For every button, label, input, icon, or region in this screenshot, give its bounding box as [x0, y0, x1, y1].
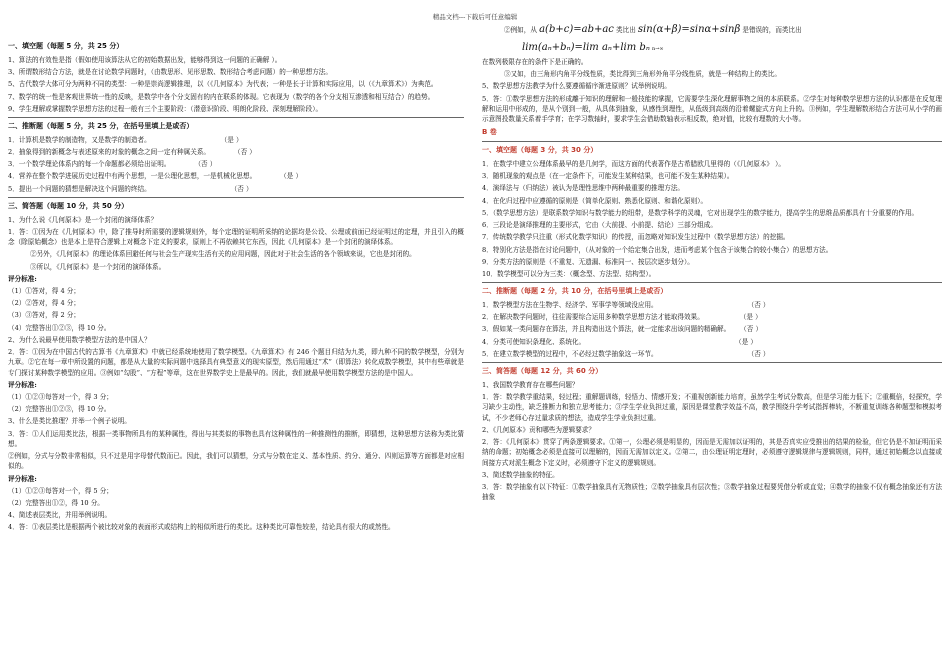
list-item: 5、古代数学大体可分为两种不同的类型：一种是崇尚逻辑推理，以（《几何原本》为代表；一种是长于计算和实际应用，以（《九章算术》）为典范。 — [8, 80, 438, 89]
list-item: 7、数学的统一性是客观世界统一性的反映，是数学中各个分支固有的内在联系的体现。它表现为（数学的各个分支相互渗透和相互结合）的趋势。 — [8, 92, 435, 101]
item-answer: （是 ） — [280, 172, 303, 181]
answer: 3．答：①人们运用类比法，根据一类事物所具有的某种属性，得出与其类似的事物也具有这种属性的一种推测性的推断，即猜想，这种思想方法称为类比猜想。 — [8, 429, 464, 448]
item-text: 5．在建立数学模型的过程中，不必经过数学抽象这一环节。 — [482, 349, 658, 358]
text: ③又如，由三角形内角平分线性质，类比得到三角形外角平分线性质，就是一种结构上的类比。 — [504, 70, 781, 79]
item-text: 1．计算机是数学的制造物，又是数学的制造者。 — [8, 135, 151, 144]
grading-item: （1）①②③每答对一个，得 3 分； — [8, 393, 113, 401]
item-text: 2．抽象得到的新概念与表述原来的对象的概念之间一定有种属关系。 — [8, 148, 211, 156]
item-text: 1．数学模型方法在生物学、经济学、军事学等领域没应用。 — [482, 301, 658, 310]
item-text: 4．分类可使知识条理化、系统化。 — [482, 337, 586, 346]
item-answer: （否 ） — [747, 349, 770, 358]
grading-item: （1）①答对，得 4 分； — [8, 287, 80, 296]
text: 类比出 — [616, 26, 636, 34]
answer: 5．答：①数学思想方法的形成離于知识的理解和一般技能的掌握，它需要学生深化理解事物之间的本质联系。②学生对每种数学思想方法的认识都是在反复理解和运用中形成的，是从个别到一般，从具体到抽象，从感性到理性，从低级到高级的沿着螺旋式方向上升的。③例如，学生理解数形结合方法可从小学的画示意图投数量关系着手学育；在学习数轴时，要求学生会借助数轴表示相反数，绝对值，比较有理数的大小等。 — [482, 94, 942, 124]
item-text: 5．提出一个问题的猜想是解决这个问题的终结。 — [8, 184, 151, 193]
grading-item: （2）完整答出①②，得 10 分。 — [8, 498, 104, 507]
limit-subscript: n→∞ — [651, 45, 664, 52]
grading-label: 评分标准: — [8, 474, 37, 483]
right-column — [482, 22, 942, 504]
formula: sin(α+β)=sinα+sinβ — [637, 24, 741, 35]
section-judgement-title: 二、推断题（每题 2 分，共 10 分，在括号里填上是或否） — [482, 287, 668, 296]
list-item: 5．（数学思想方法）是联系数学知识与数学能力的纽带，是数学科学的灵魂，它对出现学生的数学能力，提高学生的思维品质都具有十分重要的作用。 — [482, 208, 919, 217]
item-answer: （否 ） — [234, 148, 256, 156]
grading-item: （4）完整答出①②③，得 10 分。 — [8, 323, 111, 332]
item-answer: （否 ） — [747, 301, 770, 310]
item-text: 4．营养在整个数学进展历史过程中有两个思想，一是公理化思想，一是机械化思想。 — [8, 172, 257, 181]
list-item: 4．演绎法与（归纳法）被认为是理性思维中两种最重要的推理方法。 — [482, 184, 685, 193]
item-answer: （是 ） — [739, 313, 762, 322]
section-fill-blank-title: 一、填空题（每题 3 分，共 30 分） — [482, 146, 598, 155]
item-answer: （否 ） — [740, 325, 763, 334]
answer: ②另外，《几何原本》的理论体系回避任何与社会生产现实生活有关的应用问题，因此对于社会生活的各个领域来说，它也是封闭的。 — [30, 250, 416, 259]
list-item: 10．数学模型可以分为三类：（概念型、方法型、结构型）。 — [482, 269, 656, 278]
list-item: 1、算法的有效性是指（假如使用该算法从它的初始数据出发，能够得到这一问题的正确解 ）。 — [8, 55, 282, 64]
question: 1、我国数学教育存在哪些问题？ — [482, 380, 579, 389]
list-item — [8, 159, 464, 169]
answer: 2．答：①因为在中国古代的古算书《九章算术》中就已经系统地使用了数学模型。《九章算术》有 246 个题目归结为九类，即九种不同的数学模型，分别为九章。②它在每一章中所设置的问题，都是从大量的实际问题中选择具有典型意义的现实原型，然后用通过“术”（即算法）转化成数学模型，其中有些章就是专门探讨某种数学模型的应用。③例如“勾股”、“方程”等章，这在世界数学史上是最早的。因此，我们就最早使用数学模型方法的是中国人。 — [8, 348, 464, 377]
grading-item: （1）①②③每答对一个，得 5 分； — [8, 486, 113, 495]
question: 3、什么是类比推理？并举一个例子说明。 — [8, 417, 131, 426]
limit-formula — [482, 40, 942, 56]
answer: 2．答：《几何原本》贯穿了两条逻辑要求。①第一，公理必须是明显的，因而是无需加以证明的，其是否真实应受推出的结果的检验，但它仍是不加证明而采纳的命题；初始概念必须是直接可以理解的，因而无需加以定义。②第二，由公理证明定理时，必须遵守逻辑规律与逻辑规则，同样，通过初始概念以直接或间接方式对派生概念下定义时，必须遵守下定义的逻辑规则。 — [482, 438, 942, 467]
list-item — [482, 300, 942, 310]
grading-label: 评分标准: — [8, 380, 37, 389]
list-item — [8, 147, 464, 157]
answer: 1．答：数学教学重结果，轻过程；重解题训练，轻悟力、情感开发；不重视创新能力培育，虽然学生考试分数高，但是学习能力低下；②重概倍，轻探究，学习缺少主动性，缺乏推断力和独立思考能力；③学生学业负担过重，原因是课堂教学效益不高，教学围绕升学考试指挥棒转，不断重复训练各种题型和模拟考试，不少老师心存过量求质的想法，造成学生学业负担过重。 — [482, 393, 942, 422]
answer: 3．答：数学抽象有以下特征：①数学抽象具有无物质性；②数学抽象具有层次性；③数学抽象过程要凭借分析或直觉；④数学的抽象不仅有概念抽象还有方法抽象 — [482, 482, 942, 502]
formula: a(b+c)=ab+ac — [539, 24, 614, 35]
question: 4、简述表层类比，并用举例说明。 — [8, 511, 112, 520]
list-item: 4．在化归过程中应遵循的原则是（简单化原则、熟悉化原则、和谐化原则）。 — [482, 196, 708, 205]
list-item — [482, 349, 942, 359]
list-item: 3．随机现象的观点是（在一定条件下，可能发生某种结果，也可能不发生某种结果）。 — [482, 172, 734, 181]
list-item: 3、所谓数形结合方法，就是在讨论数学问题时，（由数思形、见形思数、数形结合考虑问题）的一种思想方法。 — [8, 68, 332, 77]
item-text: 3．假如某一类问题存在算法，并且构造出这个算法，就一定能求出该问题的精确解。 — [482, 325, 731, 334]
list-item — [482, 337, 942, 347]
list-item: 7．传统数学教学只注重（形式化数学知识）的传授，而忽略对知识发生过程中（数学思想方法）的挖掘。 — [482, 233, 790, 242]
list-item: 9．分类方法的原则是（不重复、无遗漏、标准同一、按层次逐步划分）。 — [482, 257, 694, 266]
divider — [482, 362, 942, 363]
item-answer: （否 ） — [230, 184, 253, 193]
section-short-answer-title: 三、简答题（每题 12 分，共 60 分） — [482, 367, 603, 376]
question: 2、为什么说最早使用数学模型方法的是中国人？ — [8, 335, 151, 344]
paper-b-label: B 卷 — [482, 128, 497, 137]
section-short-answer-title: 三、简答题（每题 10 分，共 50 分） — [8, 201, 129, 210]
item-text: 2．在解决数学问题时，往往需要综合运用多种数学思想方法才能取得效果。 — [482, 313, 704, 322]
divider — [482, 141, 942, 142]
grading-label: 评分标准: — [8, 274, 37, 283]
item-answer: （否 ） — [194, 160, 217, 169]
text: 是错误的，而类比出 — [742, 26, 802, 34]
question: 2、《几何原本》贡和哪些为逻辑要求？ — [482, 425, 595, 434]
question: 1、为什么说《几何原本》是一个封闭的演绎体系？ — [8, 215, 158, 224]
question: 5、数学思想方法教学为什么要遵循循序渐进原则？试举例说明。 — [482, 82, 671, 91]
answer: ③所以，《几何原本》是一个封闭的演绎体系。 — [30, 262, 166, 271]
section-judgement-title: 二、推断题（每题 5 分，共 25 分，在括号里填上是或否） — [8, 121, 194, 130]
list-item — [482, 312, 942, 322]
item-answer: （是 ） — [220, 135, 243, 144]
grading-item: （3）③答对，得 2 分； — [8, 311, 80, 320]
list-item — [8, 171, 464, 181]
left-column — [8, 38, 464, 535]
text: 在数列极限存在的条件下是正确的。 — [482, 58, 588, 66]
page-header: 精品文档---下载后可任意编辑 — [432, 13, 518, 21]
answer: 1．答：①因为在《几何原本》中，除了推导时所需要的逻辑规则外，每个定理的证明所采纳的论据均是公设、公理或前面已经证明过的定理，并且引入的概念（除原始概念）也是本上是符合逻辑上对概念下定义的要求，原则上不再依赖其它东西，因此《几何原本》是一个封闭的演绎体系。 — [8, 227, 464, 247]
list-item: 9、学生理解或掌握数学思想方法的过程一般有三个主要阶段：（潜意识阶段、明朗化阶段、深刻理解阶段）。 — [8, 104, 323, 113]
list-item — [8, 135, 464, 145]
section-fill-blank-title: 一、填空题（每题 5 分，共 25 分） — [8, 42, 124, 50]
formula: lim(aₙ+bₙ)=lim aₙ+lim bₙ — [522, 41, 650, 53]
divider — [8, 197, 464, 198]
answer: ②例如，分式与分数非常相似，只不过是用字母替代数而已。因此，我们可以猜想，分式与分数在定义、基本性质、约分、通分、四则运算等方面都是对应相似的。 — [8, 452, 464, 471]
text: ②例如，从 — [504, 26, 537, 34]
item-text: 3．一个数学理论体系内的每一个命题都必须给出证明。 — [8, 160, 171, 169]
question: 3、简述数学抽象的特征。 — [482, 470, 559, 479]
grading-item: （2）完整答出①②③，得 10 分。 — [8, 405, 111, 414]
grading-item: （2）②答对，得 4 分； — [8, 299, 80, 308]
list-item: 1．在数学中建立公理体系最早的是几何学，而这方面的代表著作是古希腊欧几里得的（《几何原本》 ）。 — [482, 160, 786, 168]
item-answer: （是 ） — [735, 337, 757, 346]
list-item — [8, 184, 464, 194]
divider — [482, 282, 942, 283]
list-item: 8．特别化方法是指在讨论问题中，（从对象的一个给定集合出发，进而考虑某个包含于该集合的较小集合）的思想方法。 — [482, 245, 833, 254]
list-item: 6．三段论是演绎推理的主要形式，它由（大前提、小前提、结论）三部分组成。 — [482, 221, 717, 230]
divider — [8, 117, 464, 118]
example-line — [482, 22, 942, 38]
list-item — [482, 324, 942, 334]
answer: 4．答：①表层类比是根据两个被比较对象的表面形式或结构上的相似所进行的类比。这种类比可靠性较差，结论具有很大的或然性。 — [8, 523, 395, 532]
